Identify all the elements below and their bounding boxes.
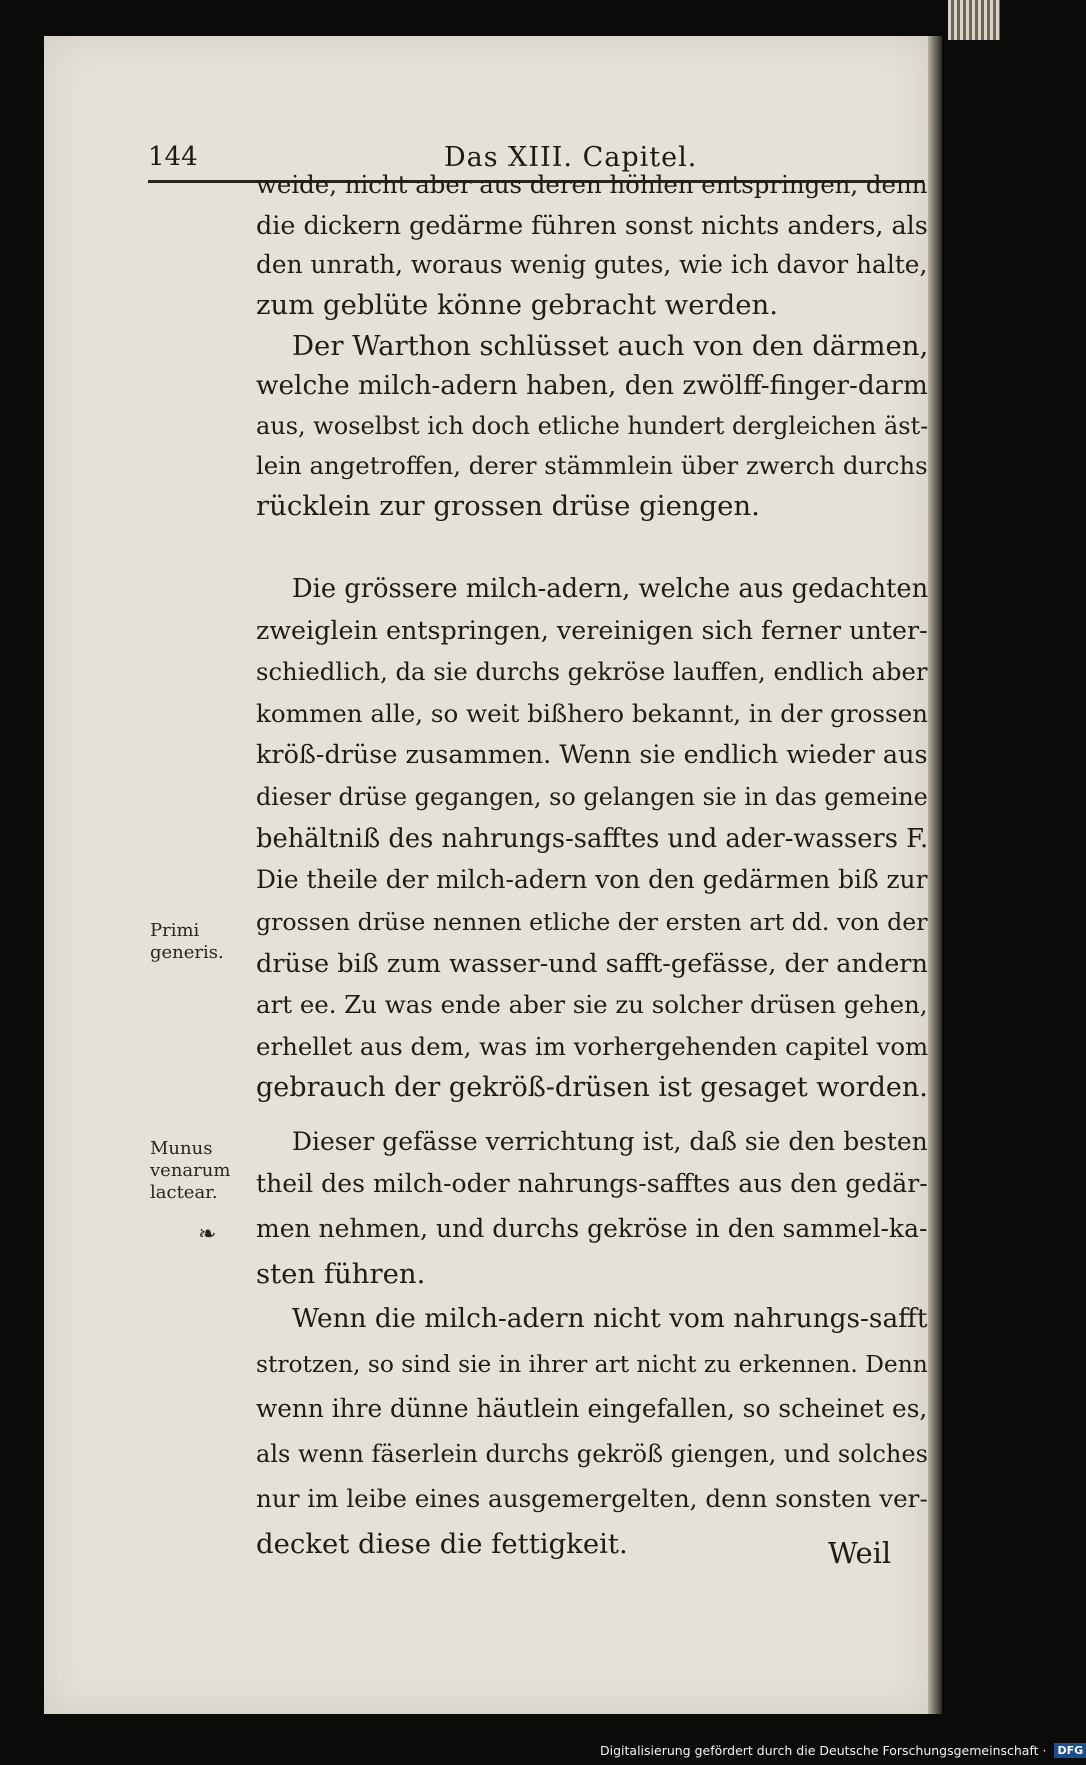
text-line: Der Warthon schlüsset auch von den därmen, bbox=[292, 330, 929, 362]
text-line: aus, woselbst ich doch etliche hundert dergleichen äst- bbox=[256, 412, 929, 440]
margin-note-line: generis. bbox=[150, 942, 224, 963]
margin-note-line: Primi bbox=[150, 920, 200, 941]
text-line: Die grössere milch-adern, welche aus gedachten bbox=[292, 574, 929, 604]
text-line: weide, nicht aber aus deren höhlen entspringen, denn bbox=[256, 170, 928, 199]
text-line: gebrauch der gekröß-drüsen ist gesaget worden. bbox=[256, 1072, 928, 1103]
catchword: Weil bbox=[828, 1536, 892, 1570]
text-line: decket diese die fettigkeit. bbox=[256, 1528, 628, 1560]
page-edge bbox=[928, 36, 942, 1714]
fleuron-mark: ❧ bbox=[198, 1222, 217, 1247]
book-clasp bbox=[948, 0, 1000, 40]
text-line: den unrath, woraus wenig gutes, wie ich davor halte, bbox=[256, 250, 928, 279]
text-line: welche milch-adern haben, den zwölff-finger-darm bbox=[256, 371, 928, 401]
text-line: als wenn fäserlein durchs gekröß giengen, und solches bbox=[256, 1440, 928, 1468]
text-line: erhellet aus dem, was im vorhergehenden capitel vom bbox=[256, 1032, 929, 1061]
text-line: zum geblüte könne gebracht werden. bbox=[256, 289, 778, 321]
text-line: lein angetroffen, derer stämmlein über zwerch durchs bbox=[256, 451, 928, 480]
running-title: Das XIII. Capitel. bbox=[444, 142, 698, 173]
text-line: men nehmen, und durchs gekröse in den sammel-ka- bbox=[256, 1214, 928, 1243]
text-line: Dieser gefässe verrichtung ist, daß sie den besten bbox=[292, 1127, 928, 1156]
margin-note-line: Munus bbox=[150, 1138, 213, 1159]
digitization-credit bbox=[600, 1742, 1084, 1762]
credit-text: Digitalisierung gefördert durch die Deutsche Forschungsgemeinschaft · bbox=[600, 1743, 1047, 1758]
dfg-logo: DFG bbox=[1054, 1743, 1086, 1758]
margin-note-primi bbox=[150, 920, 254, 964]
text-line: grossen drüse nennen etliche der ersten art dd. von der bbox=[256, 908, 928, 936]
text-line: Die theile der milch-adern von den gedärmen biß zur bbox=[256, 865, 928, 894]
text-line: die dickern gedärme führen sonst nichts anders, als bbox=[256, 210, 928, 240]
text-line: zweiglein entspringen, vereinigen sich ferner unter- bbox=[256, 615, 928, 645]
page-number: 144 bbox=[148, 142, 198, 172]
text-line: rücklein zur grossen drüse giengen. bbox=[256, 490, 760, 522]
text-line: kommen alle, so weit bißhero bekannt, in der grossen bbox=[256, 699, 928, 728]
text-line: nur im leibe eines ausgemergelten, denn sonsten ver- bbox=[256, 1484, 928, 1513]
text-line: sten führen. bbox=[256, 1258, 426, 1290]
text-line: Wenn die milch-adern nicht vom nahrungs-safft bbox=[292, 1304, 928, 1334]
text-line: drüse biß zum wasser-und safft-gefässe, der andern bbox=[256, 949, 928, 979]
margin-note-line: venarum bbox=[150, 1160, 231, 1181]
text-line: theil des milch-oder nahrungs-safftes aus den gedär- bbox=[256, 1169, 928, 1198]
margin-note-line: lactear. bbox=[150, 1182, 218, 1203]
text-line: wenn ihre dünne häutlein eingefallen, so scheinet es, bbox=[256, 1394, 928, 1423]
text-line: kröß-drüse zusammen. Wenn sie endlich wieder aus bbox=[256, 740, 928, 770]
margin-note-munus bbox=[150, 1138, 254, 1204]
text-line: strotzen, so sind sie in ihrer art nicht zu erkennen. Denn bbox=[256, 1350, 928, 1378]
text-line: dieser drüse gegangen, so gelangen sie in das gemeine bbox=[256, 783, 928, 811]
text-line: art ee. Zu was ende aber sie zu solcher drüsen gehen, bbox=[256, 990, 928, 1019]
text-line: schiedlich, da sie durchs gekröse lauffen, endlich aber bbox=[256, 657, 928, 686]
text-line: behältniß des nahrungs-safftes und ader-wassers F. bbox=[256, 824, 929, 854]
